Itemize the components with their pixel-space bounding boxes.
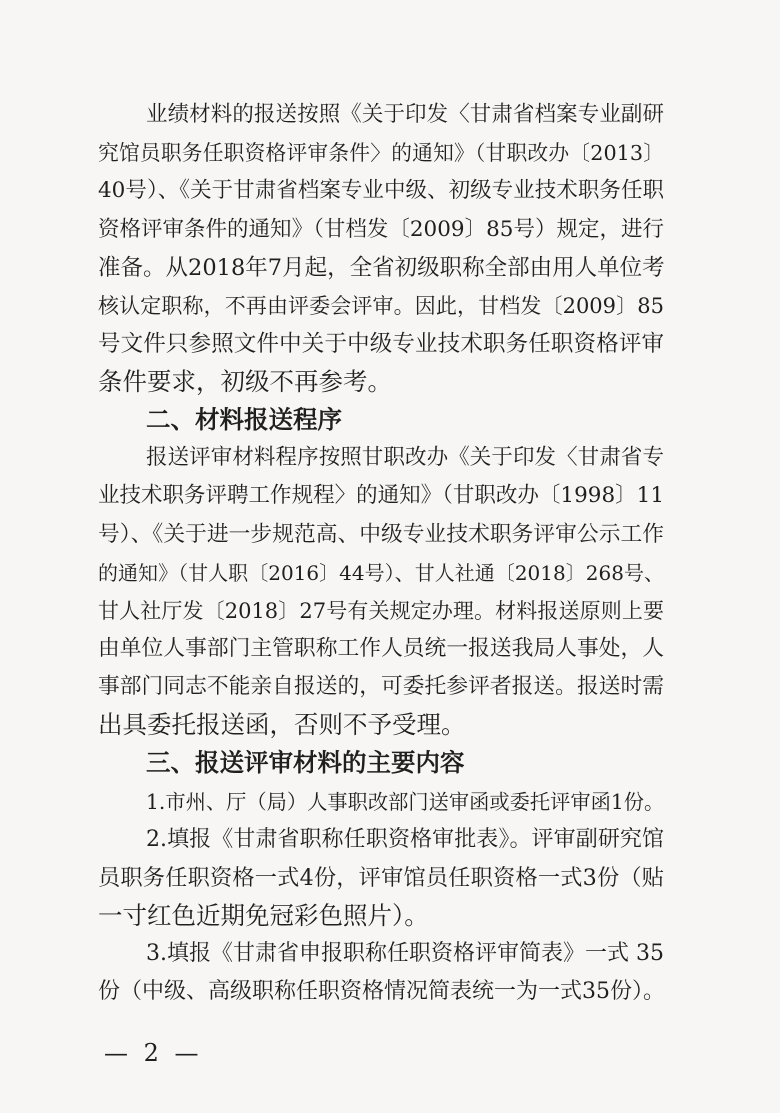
body-text-line: 的通知》（甘人职〔2016〕44号）、甘人社通〔2018〕268号、 (98, 561, 664, 585)
list-item-2: 2.填报《甘肃省职称任职资格审批表》。评审副研究馆 (146, 827, 664, 852)
body-text-line: 报送评审材料程序按照甘职改办《关于印发〈甘肃省专 (146, 445, 664, 470)
body-text-line: 出具委托报送函，否则不予受理。 (98, 710, 466, 739)
page-number: — 2 — (104, 1039, 203, 1067)
body-text-line: 条件要求，初级不再参考。 (98, 367, 392, 396)
body-text-line: 甘人社厅发〔2018〕27号有关规定办理。材料报送原则上要 (98, 599, 664, 623)
body-text-line: 核认定职称，不再由评委会评审。因此，甘档发〔2009〕85 (98, 294, 664, 318)
section-heading-2: 二、材料报送程序 (146, 405, 342, 434)
body-text-line: 一寸红色近期免冠彩色照片）。 (98, 901, 429, 930)
body-text-line: 业技术职务评聘工作规程〉的通知》（甘职改办〔1998〕11 (98, 483, 664, 508)
body-text-line: 资格评审条件的通知》（甘档发〔2009〕85号）规定，进行 (98, 217, 664, 242)
body-text-line: 究馆员职务任职资格评审条件〉的通知》（甘职改办〔2013〕 (98, 141, 664, 165)
list-item-3: 3.填报《甘肃省申报职称任职资格评审简表》一式 35 (146, 941, 664, 966)
body-text-line: 号文件只参照文件中关于中级专业技术职务任职资格评审 (98, 331, 664, 357)
list-item-1: 1.市州、厅（局）人事职改部门送审函或委托评审函1份。 (146, 790, 665, 814)
body-text-line: 员职务任职资格一式4份，评审馆员任职资格一式3份（贴 (98, 865, 664, 891)
body-text-line: 事部门同志不能亲自报送的，可委托参评者报送。报送时需 (98, 674, 664, 699)
section-heading-3: 三、报送评审材料的主要内容 (146, 748, 465, 777)
body-text-line: 由单位人事部门主管职称工作人员统一报送我局人事处，人 (98, 636, 664, 661)
body-text-line: 号）、《关于进一步规范高、中级专业技术职务评审公示工作 (98, 522, 664, 547)
body-text-line: 业绩材料的报送按照《关于印发〈甘肃省档案专业副研 (146, 102, 664, 127)
body-text-line: 40号）、《关于甘肃省档案专业中级、初级专业技术职务任职 (98, 178, 664, 203)
body-text-line: 份（中级、高级职称任职资格情况简表统一为一式35份）。 (98, 979, 665, 1004)
body-text-line: 准备。从2018年7月起，全省初级职称全部由用人单位考 (98, 255, 665, 281)
